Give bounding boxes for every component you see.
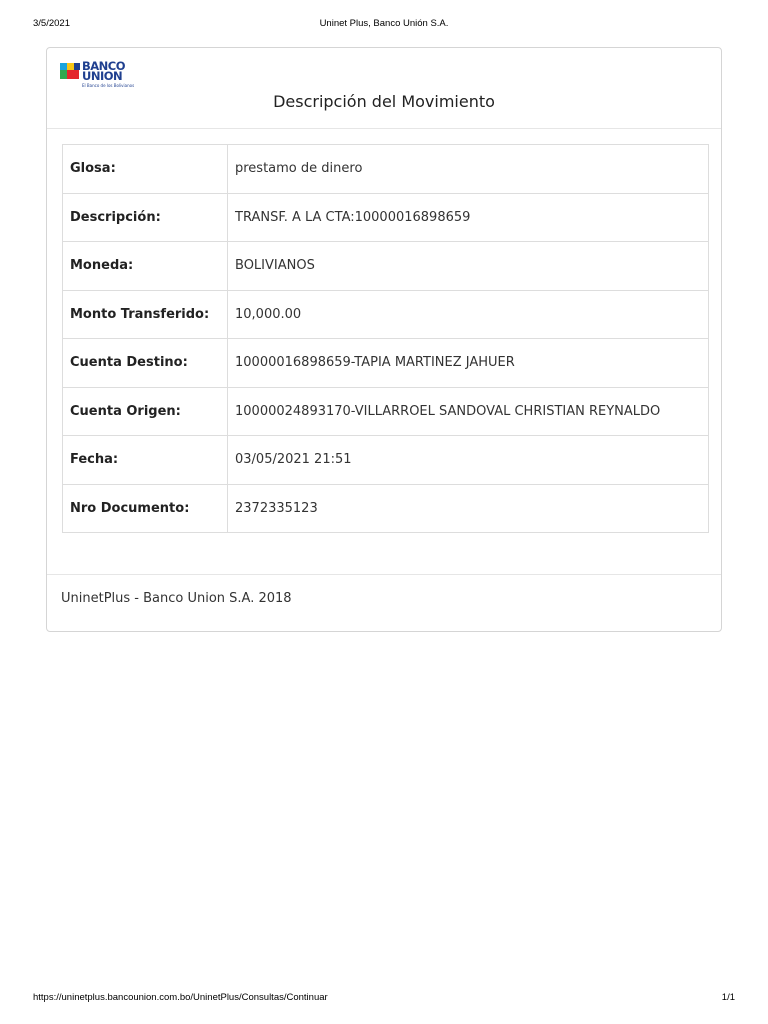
nro-documento-value: 2372335123 bbox=[228, 484, 709, 533]
print-url-link[interactable]: https://uninetplus.bancounion.com.bo/UninetPlus/Consultas/Continuar bbox=[33, 992, 328, 1003]
fecha-value: 03/05/2021 21:51 bbox=[228, 436, 709, 485]
table-row-nro-documento bbox=[63, 484, 709, 533]
logo-text-union: UNION bbox=[82, 69, 123, 83]
logo-tagline: El Banco de los Bolivianos bbox=[82, 83, 135, 88]
cuenta-destino-value: 10000016898659-TAPIA MARTINEZ JAHUER bbox=[228, 339, 709, 388]
movement-details-table bbox=[62, 144, 709, 533]
print-header bbox=[0, 18, 768, 32]
table-row-cuenta-destino bbox=[63, 339, 709, 388]
logo-mark-icon bbox=[60, 61, 82, 83]
banco-union-logo bbox=[60, 59, 135, 91]
print-title: Uninet Plus, Banco Unión S.A. bbox=[319, 18, 449, 29]
table-row-glosa bbox=[63, 145, 709, 194]
footer-copyright: UninetPlus - Banco Union S.A. 2018 bbox=[61, 591, 292, 606]
cuenta-origen-label: Cuenta Origen: bbox=[63, 387, 228, 436]
table-row-fecha bbox=[63, 436, 709, 485]
table-row-moneda bbox=[63, 242, 709, 291]
print-footer bbox=[0, 992, 768, 1006]
print-date: 3/5/2021 bbox=[33, 18, 70, 29]
glosa-value: prestamo de dinero bbox=[228, 145, 709, 194]
movement-card bbox=[46, 47, 722, 632]
cuenta-destino-label: Cuenta Destino: bbox=[63, 339, 228, 388]
cuenta-origen-value: 10000024893170-VILLARROEL SANDOVAL CHRISTIAN REYNALDO bbox=[228, 387, 709, 436]
nro-documento-label: Nro Documento: bbox=[63, 484, 228, 533]
fecha-label: Fecha: bbox=[63, 436, 228, 485]
print-page-number: 1/1 bbox=[721, 992, 735, 1003]
descripcion-value: TRANSF. A LA CTA:10000016898659 bbox=[228, 193, 709, 242]
card-title: Descripción del Movimiento bbox=[273, 92, 495, 111]
card-header bbox=[47, 48, 721, 129]
monto-label: Monto Transferido: bbox=[63, 290, 228, 339]
table-row-descripcion bbox=[63, 193, 709, 242]
monto-value: 10,000.00 bbox=[228, 290, 709, 339]
moneda-value: BOLIVIANOS bbox=[228, 242, 709, 291]
glosa-label: Glosa: bbox=[63, 145, 228, 194]
descripcion-label: Descripción: bbox=[63, 193, 228, 242]
card-footer bbox=[47, 574, 721, 632]
table-row-monto bbox=[63, 290, 709, 339]
table-row-cuenta-origen bbox=[63, 387, 709, 436]
logo-text-banco: BANCO bbox=[82, 59, 126, 73]
moneda-label: Moneda: bbox=[63, 242, 228, 291]
